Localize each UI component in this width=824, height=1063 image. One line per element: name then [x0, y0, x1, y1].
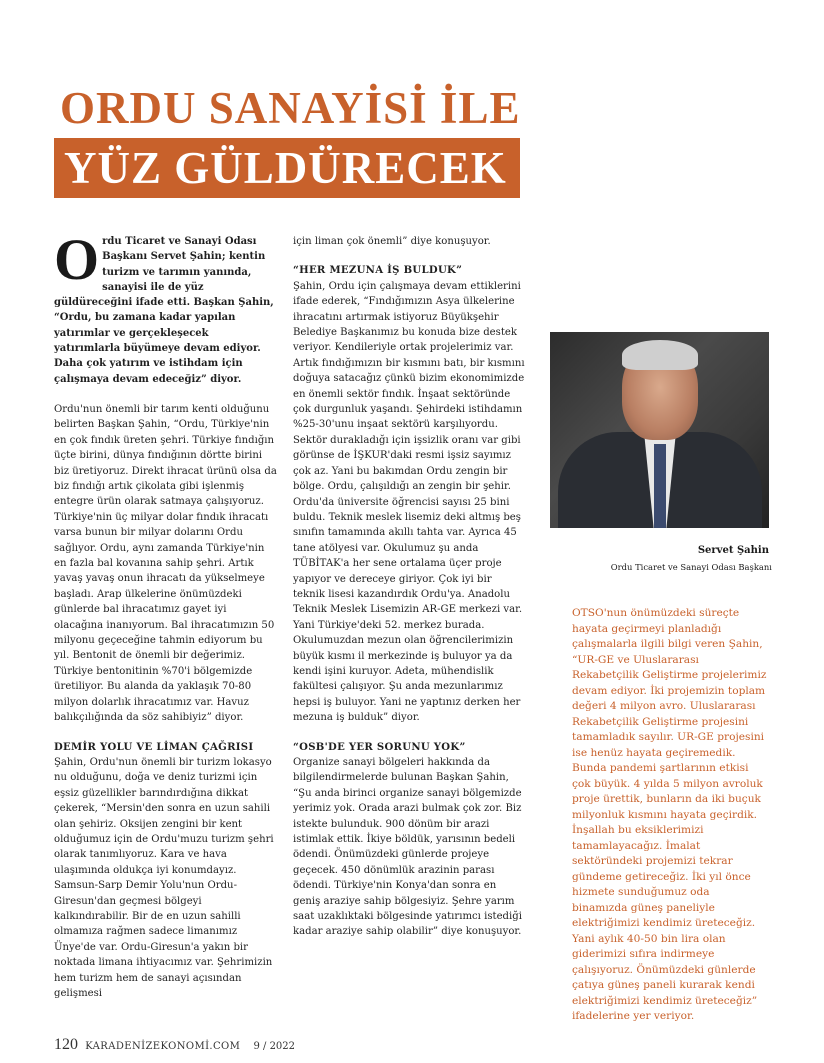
column-3	[572, 606, 768, 1025]
photo-caption-role: Ordu Ticaret ve Sanayi Odası Başkanı	[610, 562, 772, 572]
magazine-name: KARADENİZEKONOMİ.COM	[85, 1041, 241, 1052]
body-paragraph: için liman çok önemli” diye konuşuyor.	[293, 236, 491, 247]
body-paragraph: Şahin, Ordu için çalışmaya devam ettiklerini ifade ederek, “Fındığımızın Asya ülkelerine ihracatını artırmak istiyoruz Büyükşehir Belediye Başkanımız bu konuda bize destek veriyor. Kendileriyle ortak projelerimiz var. Artık fındığımızın bir kısmını batı, bir kısmını doğuya satacağız çünkü bizim ekonomimizde en önemli sektör fındık. İnşaat sektöründe çok durgunluk yaşandı. Şehirdeki istihdamın %25-30'unu inşaat sektörü karşılıyordu. Sektör durakladığı için işsizlik oranı var gibi görünse de İŞKUR'daki resmi işsiz sayımız çok az. Yani bu bakımdan Ordu zengin bir bölge. Ordu, çalışıldığı an zengin bir şehir. Ordu'da üniversite öğrencisi sayısı 25 bini buldu. Teknik meslek lisemiz deki altmış beş sınıfın tamamında akıllı tahta var. Ayrıca 45 tane atölyesi var. Okulumuz şu anda TÜBİTAK'a her sene ortalama üçer proje yapıyor ve dereceye giriyor. Çok iyi bir teknik lisesi kazandırdık Ordu'ya. Anadolu Teknik Meslek Lisemizin AR-GE merkezi var. Yani Türkiye'deki 52. merkez burada. Okulumuzdan mezun olan öğrencilerimizin büyük kısmı il merkezinde iş buluyor ya da kendi işini kuruyor. Adeta, mühendislik fakültesi çalışıyor. Şu anda mezunlarımız hepsi iş buluyor. Yani ne yaptınız derken her mezuna iş bulduk” diyor.	[293, 280, 525, 724]
section-heading: DEMİR YOLU VE LİMAN ÇAĞRISI	[54, 741, 254, 753]
drop-cap: O	[54, 227, 100, 292]
issue-date: 9 / 2022	[253, 1041, 296, 1052]
section-heading: “HER MEZUNA İŞ BULDUK”	[293, 265, 463, 277]
column-1	[54, 227, 277, 1001]
highlight-paragraph: OTSO'nun önümüzdeki süreçte hayata geçirmeyi planladığı çalışmalarla ilgili bilgi veren Şahin, “UR-GE ve Uluslararası Rekabetçilik Geliştirme projelerimiz devam ediyor. İki projemizin toplam değeri 4 milyon avro. Uluslararası Rekabetçilik Geliştirme projesini tamamladık sayılır. UR-GE projesini ise henüz hayata geçiremedik. Bunda pandemi şartlarının etkisi çok büyük. 4 yılda 5 milyon avroluk proje ürettik, bunların da iki buçuk milyonluk kısmını hayata geçirdik. İnşallah bu eksiklerimizi tamamlayacağız. İmalat sektöründeki projemizi tekrar gündeme getireceğiz. İki yıl önce hizmete sunduğumuz oda binamızda güneş paneliyle elektriğimizi kendimiz üreteceğiz. Yani aylık 40-50 bin lira olan giderimizi sıfıra indirmeye çalışıyoruz. Önümüzdeki günlerde çatıya güneş paneli kurarak kendi elektriğimizi kendimiz üreteceğiz” ifadelerine yer veriyor.	[572, 607, 767, 1022]
article-title-line1: ORDU SANAYİSİ İLE	[60, 83, 521, 133]
column-2	[293, 234, 525, 940]
photo-hair-shape	[622, 340, 698, 370]
article-title-line2: YÜZ GÜLDÜRECEK	[54, 138, 520, 198]
portrait-photo	[550, 332, 769, 528]
body-paragraph: Organize sanayi bölgeleri hakkında da bilgilendirmelerde bulunan Başkan Şahin, “Şu anda birinci organize sanayi bölgemizde yerimiz yok. Orada arazi bulmak çok zor. Biz istekte bulunduk. 900 dönüm bir arazi istimlak ettik. İkiye böldük, yarısının bedeli ödendi. Önümüzdeki günlerde projeye geçecek. 450 dönümlük arazinin parası ödendi. Türkiye'nin Konya'dan sonra en geniş araziye sahip bölgesiyiz. Şehre yarım saat uzaklıktaki bölgesinde yatırımcı istediği kadar araziye sahip olabilir” diye konuşuyor.	[293, 757, 522, 938]
body-paragraph: Ordu'nun önemli bir tarım kenti olduğunu belirten Başkan Şahin, “Ordu, Türkiye'nin en çok fındık üreten şehri. Türkiye fındığın üçte birini, dünya fındığının dörtte birini biz üretiyoruz. Direkt ihracat ürünü olsa da biz fındığı artık çikolata gibi işlenmiş entegre ürün olarak satmaya çalışıyoruz. Türkiye'nin üç milyar dolar fındık ihracatı varsa bunun bir milyar dolarını Ordu sağlıyor. Ordu, aynı zamanda Türkiye'nin en fazla bal kovanına sahip şehri. Artık yavaş yavaş onun ihracatı da yükselmeye başladı. Arap ülkelerine önümüzdeki günlerde bal ihracatımız gayet iyi olacağına inanıyorum. Bal ihracatımızın 50 milyonu geçeceğine tahmin ediyorum bu yıl. Bentonit de önemli bir değerimiz. Türkiye bentonitinin %70'i bölgemizde üretiliyor. Bu alanda da yaklaşık 70-80 milyon dolarlık ihracatımız var. Havuz balıkçılığında da söz sahibiyiz” diyor.	[54, 403, 277, 724]
photo-tie-shape	[654, 444, 666, 528]
page-footer	[54, 1036, 295, 1054]
photo-caption-name: Servet Şahin	[697, 545, 769, 556]
body-paragraph: Şahin, Ordu'nun önemli bir turizm lokasyo nu olduğunu, doğa ve deniz turizmi için eşsiz güzellikler barındırdığına dikkat çekerek, “Mersin'den sonra en uzun sahili olan şehiriz. Oksijen zengini bir kent olduğumuz için de Ordu'muzu turizm şehri olarak tanımlıyoruz. Kara ve hava ulaşımında oldukça iyi konumdayız. Samsun-Sarp Demir Yolu'nun Ordu-Giresun'dan geçmesi bölgeyi kalkındırabilir. Bir de en uzun sahilli olmamıza rağmen sadece limanımız Ünye'de var. Ordu-Giresun'a yakın bir noktada limana ihtiyacımız var. Şehrimizin hem turizm hem de sanayi açısından gelişmesi	[54, 756, 274, 999]
page-number: 120	[54, 1036, 78, 1053]
lead-paragraph	[54, 227, 277, 387]
section-heading: “OSB'DE YER SORUNU YOK”	[293, 741, 466, 753]
lead-text: rdu Ticaret ve Sanayi Odası Başkanı Servet Şahin; kentin turizm ve tarımın yanında, sanayisi ile de yüz güldüreceğini ifade etti. Başkan Şahin, “Ordu, bu zamana kadar yapılan yatırımlar ve gerçekleşecek yatırımlarla büyümeye devam ediyor. Daha çok yatırım ve istihdam için çalışmaya devam edeceğiz” diyor.	[54, 236, 274, 385]
